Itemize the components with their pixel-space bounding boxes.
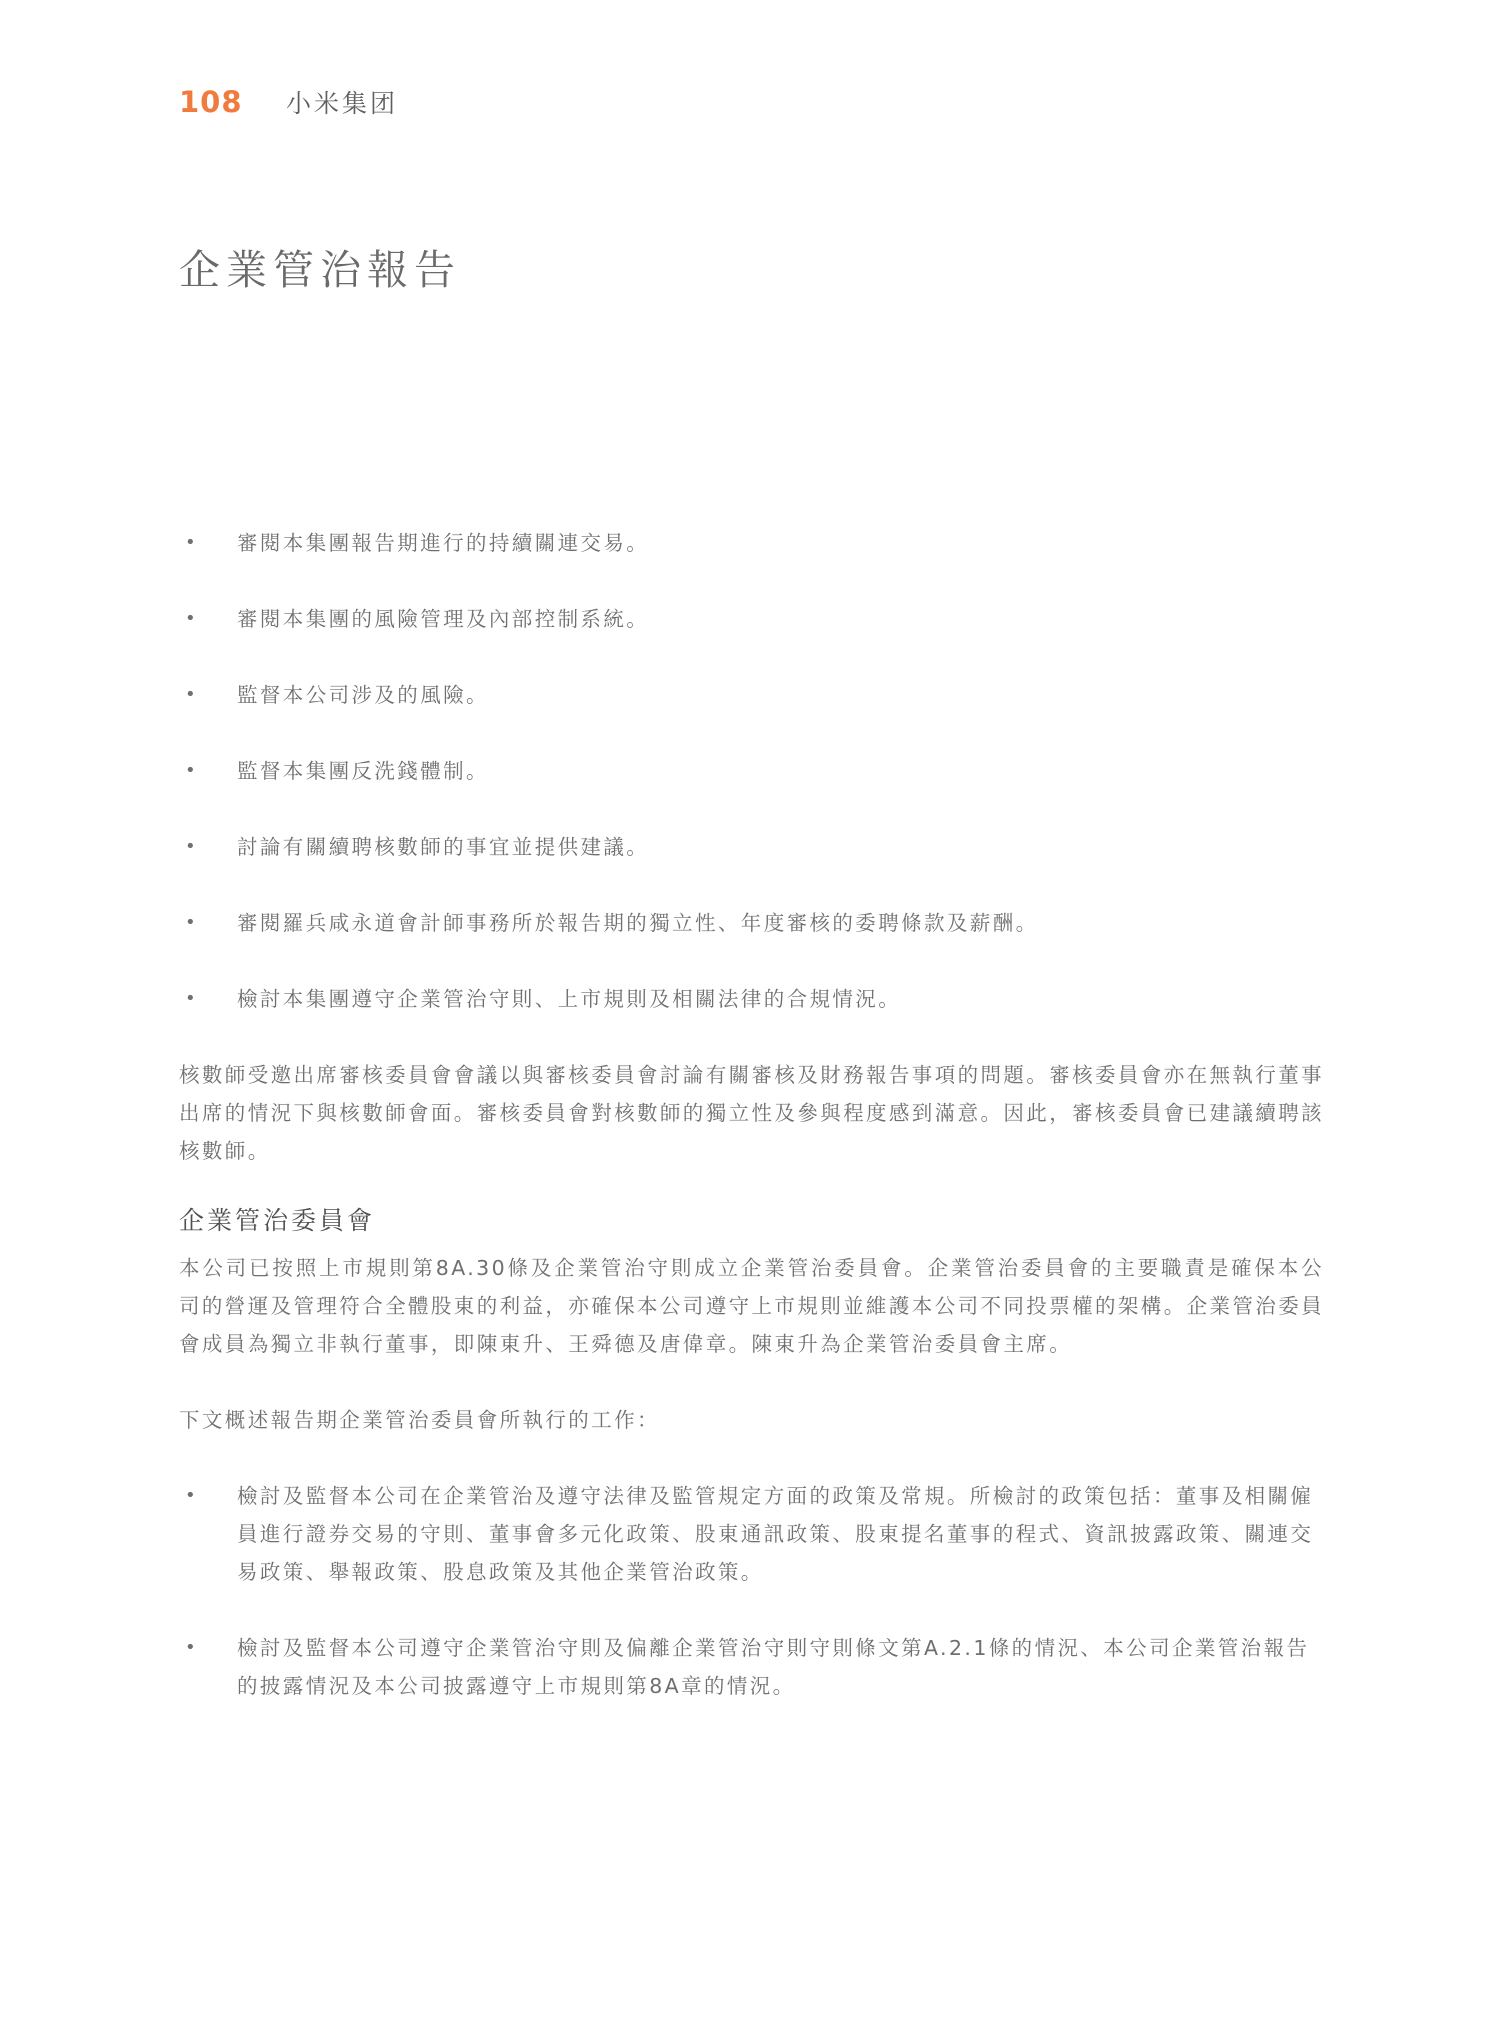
company-name: 小米集团 xyxy=(286,89,399,118)
list-item-text: 檢討及監督本公司遵守企業管治守則及偏離企業管治守則守則條文第A.2.1條的情況、本公司企業管治報告的披露情況及本公司披露遵守上市規則第8A章的情況。 xyxy=(237,1636,1310,1698)
list-item-text: 監督本集團反洗錢體制。 xyxy=(237,759,489,783)
bullet-icon: • xyxy=(185,684,199,705)
list-item xyxy=(179,904,1324,942)
bullet-icon: • xyxy=(185,1637,199,1658)
report-body xyxy=(179,524,1324,1743)
list-item xyxy=(179,600,1324,638)
work-summary-intro: 下文概述報告期企業管治委員會所執行的工作： xyxy=(179,1408,660,1432)
section-heading: 企業管治委員會 xyxy=(179,1206,376,1235)
bullet-icon: • xyxy=(185,988,199,1009)
list-item-text: 檢討及監督本公司在企業管治及遵守法律及監管規定方面的政策及常規。所檢討的政策包括：董事及相關僱員進行證券交易的守則、董事會多元化政策、股東通訊政策、股東提名董事的程式、資訊披露政策、關連交易政策、舉報政策、股息政策及其他企業管治政策。 xyxy=(237,1484,1314,1584)
list-item xyxy=(179,1629,1324,1705)
list-item xyxy=(179,752,1324,790)
bullet-icon: • xyxy=(185,532,199,553)
page-number: 108 xyxy=(179,85,243,119)
list-item-text: 審閱本集團的風險管理及內部控制系統。 xyxy=(237,607,650,631)
bullet-icon: • xyxy=(185,1485,199,1506)
list-item-text: 審閱本集團報告期進行的持續關連交易。 xyxy=(237,531,650,555)
committee-work-list xyxy=(179,1477,1324,1705)
audit-duties-list xyxy=(179,524,1324,1018)
page-header xyxy=(179,82,398,122)
list-item xyxy=(179,676,1324,714)
bullet-icon: • xyxy=(185,836,199,857)
committee-intro-paragraph: 本公司已按照上市規則第8A.30條及企業管治守則成立企業管治委員會。企業管治委員會的主要職責是確保本公司的營運及管理符合全體股東的利益，亦確保本公司遵守上市規則並維護本公司不同投票權的架構。企業管治委員會成員為獨立非執行董事，即陳東升、王舜德及唐偉章。陳東升為企業管治委員會主席。 xyxy=(179,1256,1324,1356)
report-title: 企業管治報告 xyxy=(179,246,461,294)
bullet-icon: • xyxy=(185,608,199,629)
list-item xyxy=(179,1477,1324,1591)
bullet-icon: • xyxy=(185,760,199,781)
list-item-text: 檢討本集團遵守企業管治守則、上市規則及相關法律的合規情況。 xyxy=(237,987,902,1011)
list-item xyxy=(179,524,1324,562)
bullet-icon: • xyxy=(185,912,199,933)
list-item xyxy=(179,828,1324,866)
auditor-paragraph: 核數師受邀出席審核委員會會議以與審核委員會討論有關審核及財務報告事項的問題。審核委員會亦在無執行董事出席的情況下與核數師會面。審核委員會對核數師的獨立性及參與程度感到滿意。因此，審核委員會已建議續聘該核數師。 xyxy=(179,1063,1324,1163)
list-item-text: 討論有關續聘核數師的事宜並提供建議。 xyxy=(237,835,650,859)
list-item-text: 監督本公司涉及的風險。 xyxy=(237,683,489,707)
list-item-text: 審閱羅兵咸永道會計師事務所於報告期的獨立性、年度審核的委聘條款及薪酬。 xyxy=(237,911,1039,935)
list-item xyxy=(179,980,1324,1018)
